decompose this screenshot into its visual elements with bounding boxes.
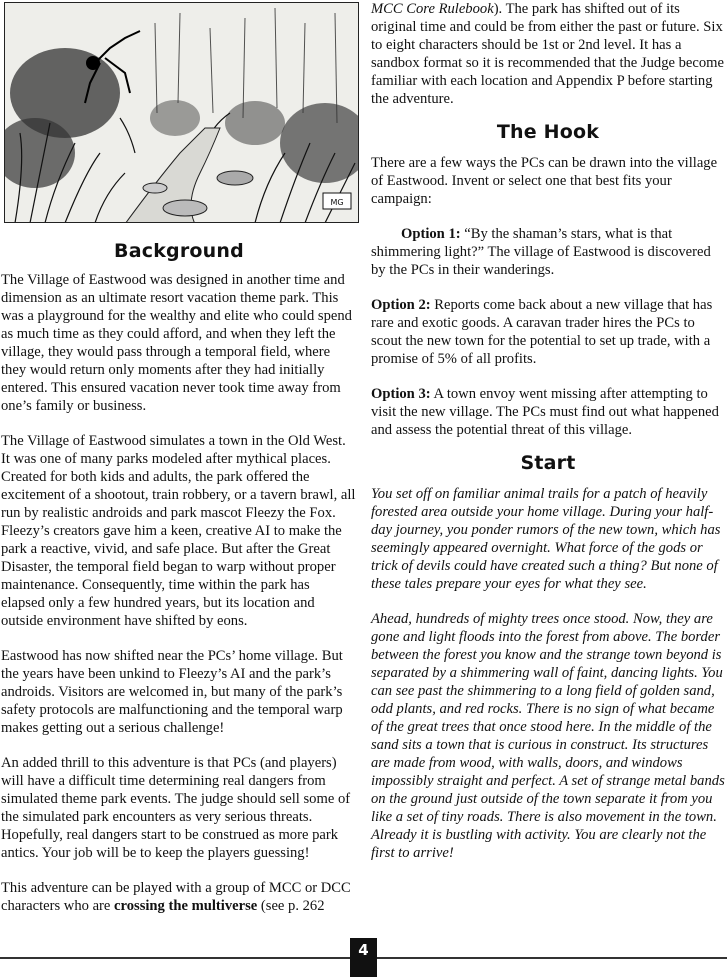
hook-option-1 xyxy=(371,225,725,279)
hook-option-3 xyxy=(371,385,725,439)
swamp-forest-illustration-icon xyxy=(5,3,359,223)
option-2-text: Reports come back about a new village that has rare and exotic goods. A caravan trader hires the PCs to scout the new town for the potential to set up trade, with a promise of 5% of all profits. xyxy=(371,297,713,367)
background-heading: Background xyxy=(114,240,244,262)
option-1-label: Option 1: xyxy=(401,226,461,242)
rulebook-title-italic: MCC Core Rulebook xyxy=(371,1,494,17)
paragraph-5-post: (see p. 262 xyxy=(257,898,325,914)
start-paragraph-2: Ahead, hundreds of mighty trees once stood. Now, they are gone and light floods into the forest from above. The border between the forest you know and the strange town beyond is separated by a shimmering wall of faint, dancing lights. You can see past the shimmering to a long field of golden sand, odd plants, and red rocks. There is no sign of what became of the great trees that once stood here. In the middle of the sand sits a town that is curious in construct. Its structures are made from wood, with walls, doors, and windows impossibly straight and perfect. A set of strange metal bands on the ground just outside of the town separate it from you like a set of tiny roads. There is also movement in the town. Already it is bustling with activity. You are clearly not the first to arrive! xyxy=(371,611,725,861)
background-paragraph-1: The Village of Eastwood was designed in another time and dimension as an ultimate resort vacation theme park. This was a playground for the wealthy and elite who could spend as much time as they could afford, and when they left the village, they would pass through a temporal field, where they would return only moments after they had initially entered. This ensured vacation never took time away from one’s family or business. xyxy=(1,272,352,414)
option-3-label: Option 3: xyxy=(371,386,431,402)
background-paragraph-2: The Village of Eastwood simulates a town in the Old West. It was one of many parks modeled after mythical places. Created for both kids and adults, the park offered the excitement of a shootout, train robbery, or a tavern brawl, all run by realistic androids and park mascot Fleezy the Fox. Fleezy’s creators gave him a keen, creative AI to make the park a reactive, vivid, and safe place. But after the Great Disaster, the temporal field began to warp without proper maintenance. Consequently, time within the park has elapsed only a few hundred years, but its location and outside environment have shifted by eons. xyxy=(1,433,356,629)
continuation-text: ). The park has shifted out of its original time and could be from either the past or future. Six to eight characters should be 1st or 2nd level. It has a sandbox format so it is recommended that the Judge become familiar with each location and Appendix P before starting the adventure. xyxy=(371,1,724,107)
background-paragraph-3: Eastwood has now shifted near the PCs’ home village. But the years have been unkind to Fleezy’s AI and the park’s androids. Visitors are welcomed in, but many of the park’s safety protocols are malfunctioning and the temporal warp makes getting out a serious challenge! xyxy=(1,648,343,736)
right-column xyxy=(371,0,725,879)
illustration-signature: MG xyxy=(330,198,344,207)
background-paragraph-5 xyxy=(1,879,357,915)
continuation-paragraph xyxy=(371,0,725,108)
hook-heading: The Hook xyxy=(496,121,600,143)
option-2-label: Option 2: xyxy=(371,297,431,313)
hook-intro: There are a few ways the PCs can be drawn into the village of Eastwood. Invent or select one that best fits your campaign: xyxy=(371,155,718,207)
option-3-text: A town envoy went missing after attempting to visit the new village. The PCs must find out what happened and assess the potential threat of this village. xyxy=(371,386,719,438)
start-heading: Start xyxy=(520,452,576,474)
page-number: 4 xyxy=(350,938,377,977)
crossing-multiverse-bold: crossing the multiverse xyxy=(114,898,258,914)
swamp-forest-illustration xyxy=(4,2,359,223)
option-1-text: “By the shaman’s stars, what is that shimmering light?” The village of Eastwood is discovered by the PCs in their wanderings. xyxy=(371,226,711,278)
background-paragraph-4: An added thrill to this adventure is that PCs (and players) will have a difficult time determining real dangers from simulated theme park events. The judge should sell some of the simulated park encounters as very serious threats. Hopefully, real dangers start to be construed as more park antics. Your job will be to keep the players guessing! xyxy=(1,755,351,861)
hook-option-2 xyxy=(371,296,725,368)
paragraph-5-pre: This adventure can be played with a group of MCC or DCC characters who are xyxy=(1,880,351,914)
left-column xyxy=(1,237,357,915)
start-paragraph-1: You set off on familiar animal trails for a patch of heavily forested area outside your home village. During your half-day journey, you ponder rumors of the new town, which has seemingly appeared overnight. What force of the gods or trick of devils could have created such a thing? But none of these tales prepare your eyes for what they see. xyxy=(371,486,721,592)
